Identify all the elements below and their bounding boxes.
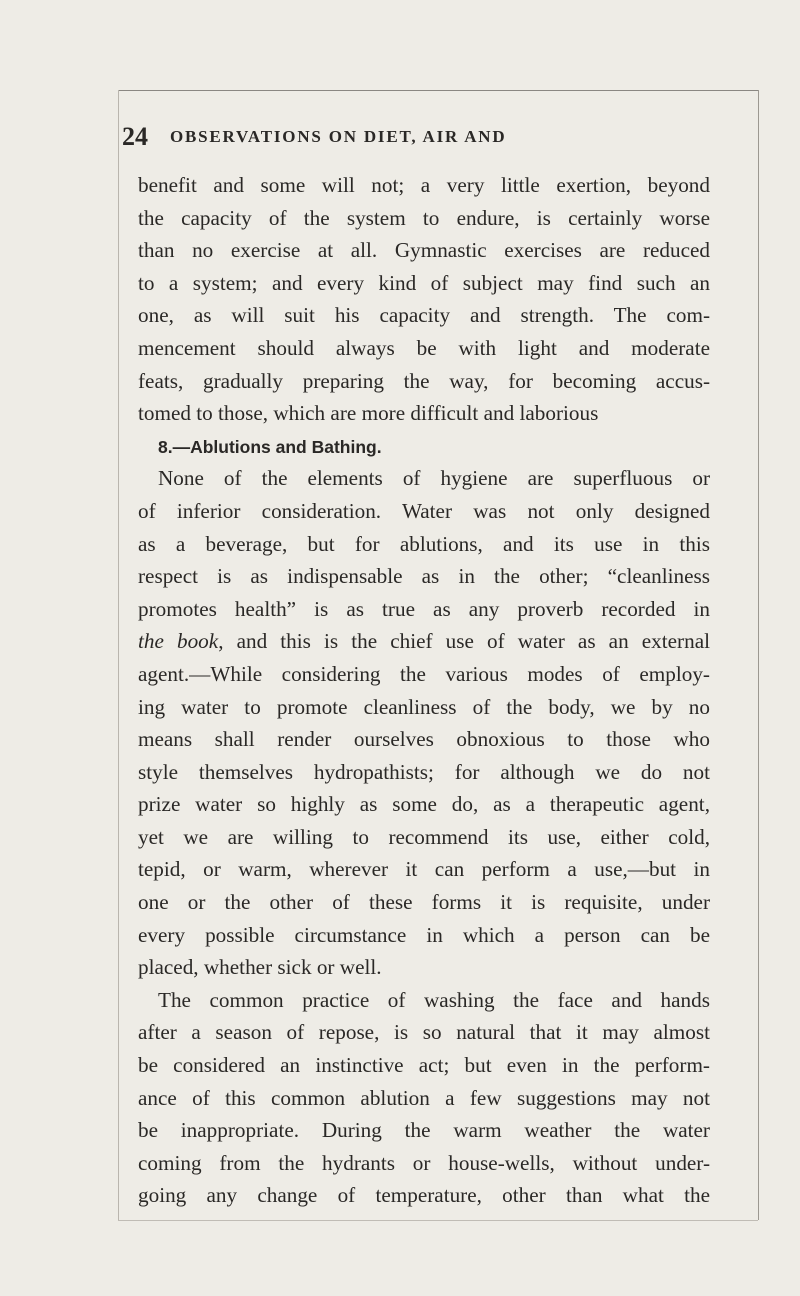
text-line: placed, whether sick or well. [138,955,382,980]
italic-phrase: the book [138,629,219,654]
paragraph-exercise [138,169,710,430]
text-line: coming from the hydrants or house-wells, without under- [138,1150,710,1175]
text-line: ance of this common ablution a few suggestions may not [138,1085,710,1110]
text-line: tepid, or warm, wherever it can perform a use,—but in [138,857,710,882]
text-line: every possible circumstance in which a person can be [138,922,710,947]
text-line: be inappropriate. During the warm weather the water [138,1118,710,1143]
page-body [138,169,710,1212]
text-line: ing water to promote cleanliness of the body, we by no [138,694,710,719]
text-line: be considered an instinctive act; but even in the perform- [138,1053,710,1078]
page-border-bottom [118,1220,758,1221]
text-line: promotes health” is as true as any proverb recorded in [138,596,710,621]
text-line: of inferior consideration. Water was not only designed [138,498,710,523]
page-border-top [118,90,758,91]
text-line: the capacity of the system to endure, is certainly worse [138,205,710,230]
section-heading: 8.—Ablutions and Bathing. [158,436,382,457]
text-line: mencement should always be with light and moderate [138,335,710,360]
text-line: style themselves hydropathists; for although we do not [138,759,710,784]
text-line: one or the other of these forms it is requisite, under [138,890,710,915]
running-title: OBSERVATIONS ON DIET, AIR AND [170,127,507,146]
paragraph-ablutions [138,462,710,984]
text-line: benefit and some will not; a very little exertion, beyond [138,173,710,197]
text-line: going any change of temperature, other than what the [138,1183,710,1208]
text-line: The common practice of washing the face and hands [158,987,710,1012]
text-line: prize water so highly as some do, as a therapeutic agent, [138,792,710,817]
text-line: yet we are willing to recommend its use, either cold, [138,824,710,849]
text-line: one, as will suit his capacity and strength. The com- [138,303,710,328]
text-line-with-italic [138,625,710,658]
text-line: after a season of repose, is so natural that it may almost [138,1020,710,1045]
page-number: 24 [122,122,148,151]
text-line-rest: , and this is the chief use of water as an external [218,629,710,654]
text-line: respect is as indispensable as in the other; “cleanliness [138,564,710,589]
page-border-left [118,90,119,1220]
text-line: agent.—While considering the various modes of employ- [138,661,710,686]
text-line: than no exercise at all. Gymnastic exercises are reduced [138,238,710,263]
text-line: feats, gradually preparing the way, for becoming accus- [138,368,710,393]
text-line: to a system; and every kind of subject may find such an [138,270,710,295]
paragraph-washing [138,984,710,1212]
text-line: means shall render ourselves obnoxious to those who [138,727,710,752]
text-line: None of the elements of hygiene are superfluous or [158,466,710,491]
text-line: as a beverage, but for ablutions, and its use in this [138,531,710,556]
page-header [122,122,742,152]
page-border-right [758,90,759,1220]
text-line: tomed to those, which are more difficult and laborious [138,401,599,426]
